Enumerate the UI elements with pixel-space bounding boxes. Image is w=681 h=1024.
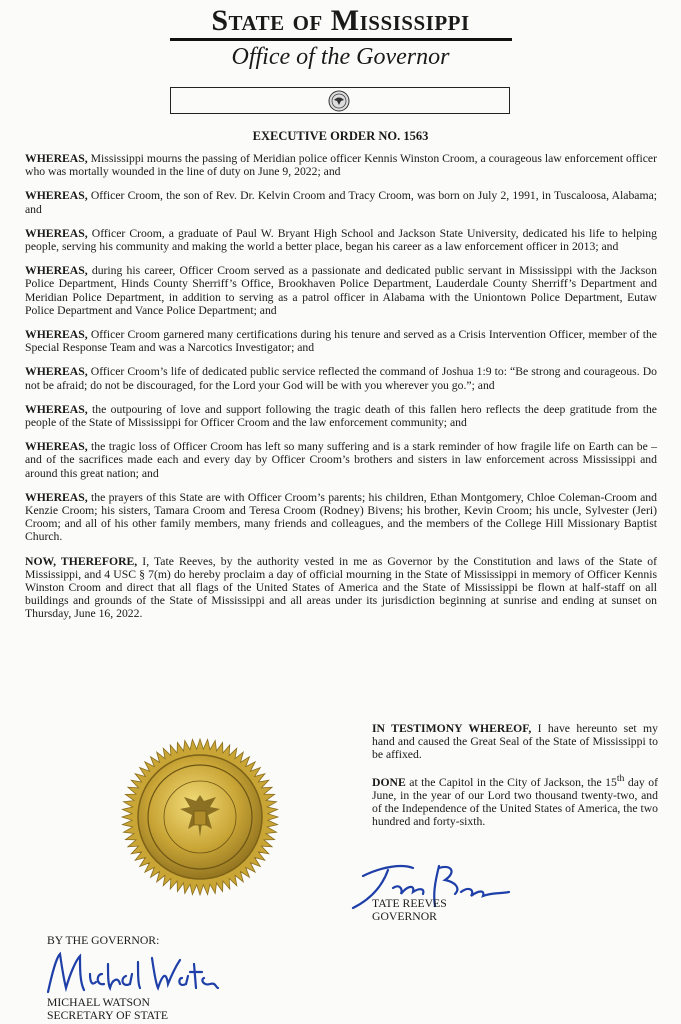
by-the-governor-label: BY THE GOVERNOR: [47,934,160,947]
executive-order-title: EXECUTIVE ORDER NO. 1563 [252,129,429,143]
secretary-title: SECRETARY OF STATE [47,1009,169,1022]
whereas-paragraph: WHEREAS, Officer Croom, a graduate of Paul W. Bryant High School and Jackson State University, dedicated his life to helping people, serving his community and making the world a better place, began his career as a law enforcement officer in 2013; and [25,226,657,254]
proclamation-paragraph: NOW, THEREFORE, I, Tate Reeves, by the authority vested in me as Governor by the Constitution and laws of the State of Mississippi, and 4 USC § 7(m) do hereby proclaim a day of official mourning in the State of Mississippi in memory of Officer Kennis Winston Croom and direct that all flags of the United States of America and the State of Mississippi be flown at half-staff on all buildings and grounds of the State of Mississippi and all areas under its jurisdiction beginning at sunrise and ending at sunset on Thursday, June 16, 2022. [25,554,657,621]
header-rule [170,38,512,41]
secretary-signature [40,944,220,1000]
testimony-paragraph: IN TESTIMONY WHEREOF, I have hereunto set my hand and caused the Great Seal of the State of Mississippi to be affixed. [372,722,658,762]
state-title: State of Mississippi [211,4,470,37]
whereas-paragraph: WHEREAS, Officer Croom, the son of Rev. Dr. Kelvin Croom and Tracy Croom, was born on July 2, 1991, in Tuscaloosa, Alabama; and [25,189,657,216]
order-body [25,152,657,632]
great-seal-icon [120,737,280,897]
whereas-paragraph: WHEREAS, Mississippi mourns the passing of Meridian police officer Kennis Winston Croom, a courageous law enforcement officer who was mortally wounded in the line of duty on June 9, 2022; and [25,152,657,179]
whereas-paragraph: WHEREAS, the tragic loss of Officer Croom has left so many suffering and is a stark reminder of how fragile life on Earth can be – and of the sacrifices made each and every day by Officer Croom’s brothers and sisters in law enforcement across Mississippi and around this great nation; and [25,440,657,480]
whereas-paragraph: WHEREAS, Officer Croom garnered many certifications during his tenure and served as a Crisis Intervention Officer, member of the Special Response Team and was a Narcotics Investigator; and [25,328,657,355]
governor-name: TATE REEVES [372,897,447,910]
governor-title: GOVERNOR [372,910,437,923]
testimony-block [372,722,658,838]
header-seal-box [170,87,510,114]
whereas-paragraph: WHEREAS, the outpouring of love and support following the tragic death of this fallen hero reflects the deep gratitude from the people of the State of Mississippi for Officer Croom and the law enforcement community; and [25,402,657,430]
small-seal-icon [328,90,350,112]
whereas-paragraph: WHEREAS, Officer Croom’s life of dedicated public service reflected the command of Joshua 1:9 to: “Be strong and courageous. Do not be afraid; do not be discouraged, for the Lord your God will be with you wherever you go.”; and [25,365,657,392]
whereas-paragraph: WHEREAS, the prayers of this State are with Officer Croom’s parents; his children, Ethan Montgomery, Chloe Coleman-Croom and Kenzie Croom; his sisters, Tamara Croom and Teresa Croom (Rodney) Bivens; his brother, Kevin Croom; his uncle, Sylvester (Jeri) Croom; and all of his other family members, many friends and colleagues, and the members of the College Hill Missionary Baptist Church. [25,490,657,544]
done-paragraph: DONE at the Capitol in the City of Jackson, the 15th day of June, in the year of our Lord two thousand twenty-two, and of the Independence of the United States of America, the two hundred and forty-sixth. [372,772,658,829]
secretary-name: MICHAEL WATSON [47,996,150,1009]
whereas-paragraph: WHEREAS, during his career, Officer Croom served as a passionate and dedicated public servant in Mississippi with the Jackson Police Department, Hinds County Sherriff’s Office, Brookhaven Police Department, Lauderdale County Sherriff’s Department and Meridian Police Department, in addition to serving as a patrol officer in Alabama with the Uniontown Police Department, Eutaw Police Department and Vance Police Department; and [25,264,657,317]
office-of-governor: Office of the Governor [231,44,450,70]
secretary-name-block [47,996,168,1022]
governor-name-block [372,897,447,923]
